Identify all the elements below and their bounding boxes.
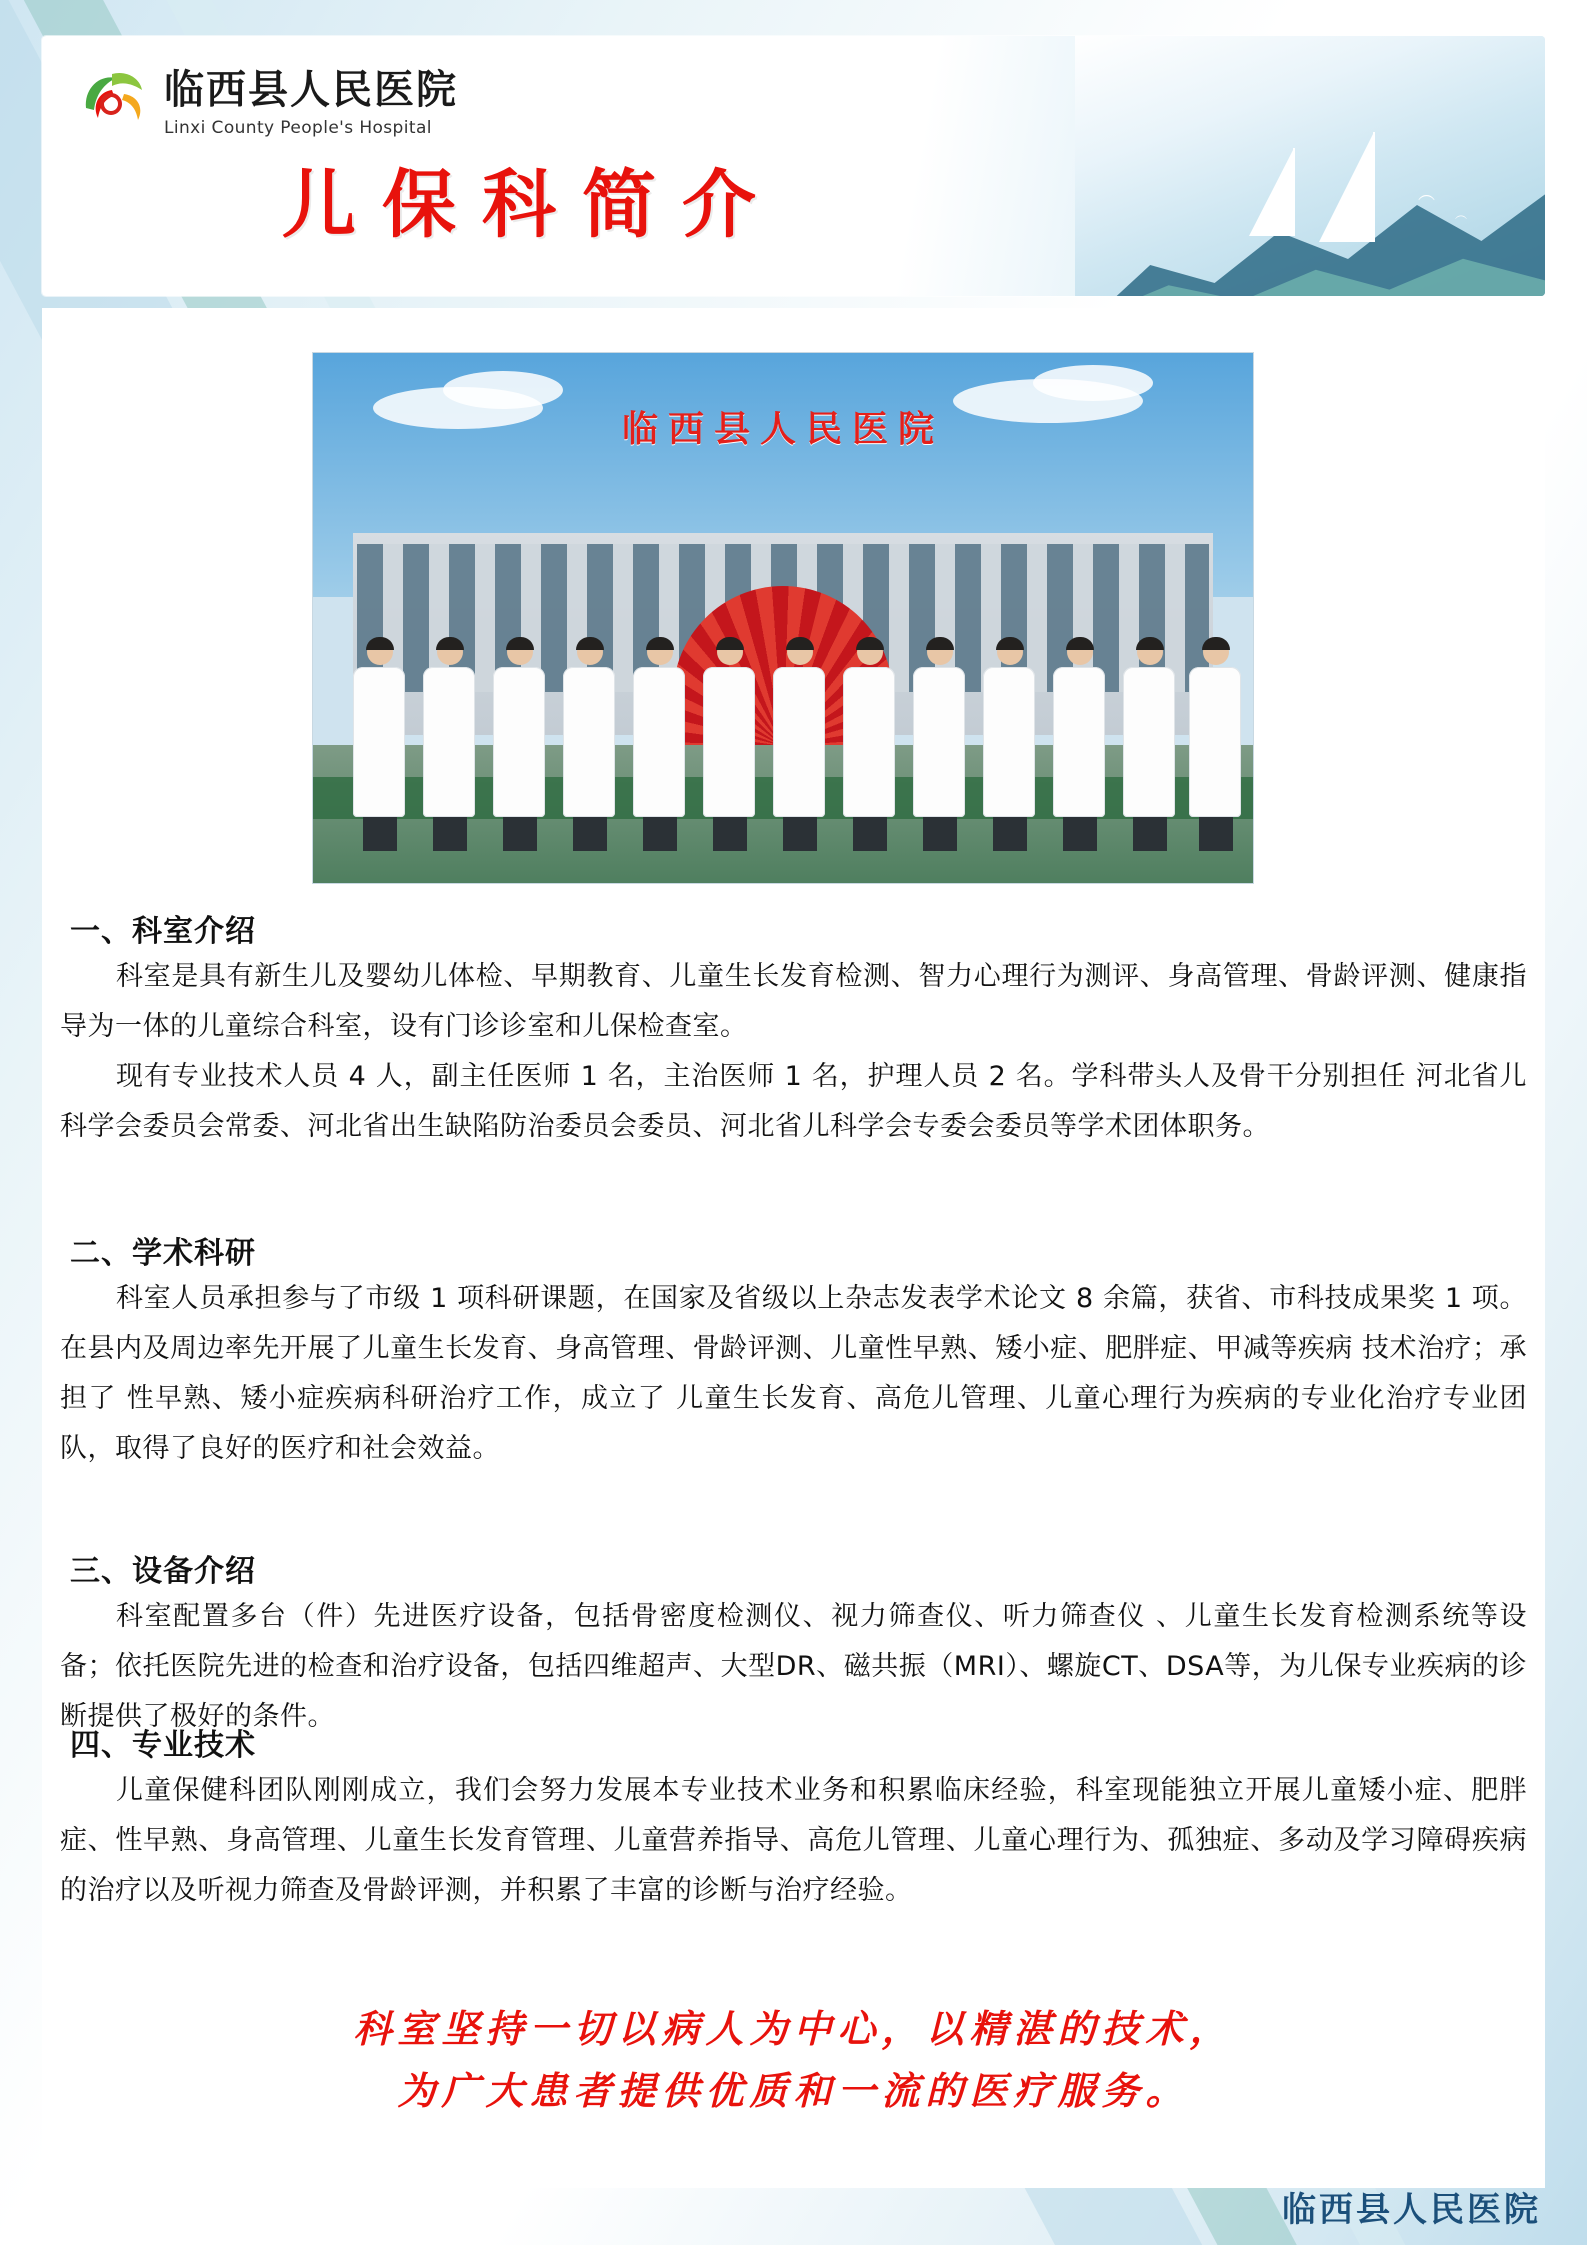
section-heading: 二、学术科研: [70, 1236, 256, 1271]
photo-staff: [1189, 639, 1243, 851]
section-paragraph: 儿童保健科团队刚刚成立，我们会努力发展本专业技术业务和积累临床经验，科室现能独立开展儿童矮小症、肥胖症、性早熟、身高管理、儿童生长发育管理、儿童营养指导、高危儿管理、儿童心理行为、孤独症、多动及学习障碍疾病的治疗以及听视力筛查及骨龄评测，并积累了丰富的诊断与治疗经验。: [60, 1775, 1527, 1906]
footer-brand: 临西县人民医院: [1282, 2190, 1541, 2230]
section-paragraph: 科室是具有新生儿及婴幼儿体检、早期教育、儿童生长发育检测、智力心理行为测评、身高管理、骨龄评测、健康指导为一体的儿童综合科室，设有门诊诊室和儿保检查室。: [60, 961, 1527, 1042]
bird-icon: ︵: [1418, 184, 1435, 204]
photo-staff: [1053, 639, 1107, 851]
photo-staff: [983, 639, 1037, 851]
department-team-photo: [312, 352, 1254, 884]
slogan-block: [42, 1998, 1545, 2122]
section-department-intro: [42, 906, 1545, 1152]
photo-staff: [703, 639, 757, 851]
cloud-decor: [1033, 365, 1153, 401]
section-academic-research: [42, 1228, 1545, 1474]
hospital-logo-icon: [78, 64, 150, 136]
section-heading: 一、科室介绍: [70, 914, 256, 949]
photo-staff: [423, 639, 477, 851]
photo-staff: [353, 639, 407, 851]
photo-staff: [1123, 639, 1177, 851]
section-paragraph: 现有专业技术人员 4 人，副主任医师 1 名，主治医师 1 名，护理人员 2 名。学科带头人及骨干分别担任 河北省儿科学会委员会常委、河北省出生缺陷防治委员会委员、河北省儿科学会专委会委员等学术团体职务。: [60, 1061, 1527, 1142]
photo-staff: [493, 639, 547, 851]
slogan-line-2: 为广大患者提供优质和一流的医疗服务。: [397, 2068, 1190, 2113]
photo-staff: [913, 639, 967, 851]
section-heading: 三、设备介绍: [70, 1554, 256, 1589]
section-paragraph: 科室人员承担参与了市级 1 项科研课题，在国家及省级以上杂志发表学术论文 8 余篇，获省、市科技成果奖 1 项。在县内及周边率先开展了儿童生长发育、身高管理、骨龄评测、儿童性早熟、矮小症、肥胖症、甲减等疾病 技术治疗；承担了 性早熟、矮小症疾病科研治疗工作，成立了 儿童生长发育、高危儿管理、儿童心理行为疾病的专业化治疗专业团队，取得了良好的医疗和社会效益。: [60, 1283, 1527, 1464]
section-paragraph: 科室配置多台（件）先进医疗设备，包括骨密度检测仪、视力筛查仪、听力筛查仪 、儿童生长发育检测系统等设备；依托医院先进的检查和治疗设备，包括四维超声、大型DR、磁共振（MRI）、螺旋CT、DSA等，为儿保专业疾病的诊断提供了极好的条件。: [60, 1601, 1527, 1732]
hospital-name-en: Linxi County People's Hospital: [164, 118, 432, 138]
photo-staff: [563, 639, 617, 851]
page-title: 儿保科简介: [282, 162, 782, 248]
section-heading: 四、专业技术: [70, 1728, 256, 1763]
sailboat-icon: [1373, 132, 1375, 242]
hospital-logo-block: [78, 64, 458, 138]
photo-building-sign: 临西县人民医院: [621, 408, 944, 450]
bird-icon: ︵: [1454, 207, 1467, 221]
slogan-line-1: 科室坚持一切以病人为中心，以精湛的技术，: [353, 2006, 1234, 2051]
photo-staff: [843, 639, 897, 851]
section-professional-technique: [42, 1720, 1545, 1916]
hospital-name-block: [164, 64, 458, 138]
photo-staff: [633, 639, 687, 851]
sailboat-icon: [1293, 148, 1295, 236]
hospital-name-cn: 临西县人民医院: [164, 67, 458, 113]
photo-staff: [773, 639, 827, 851]
poster-body: [42, 308, 1545, 2188]
section-equipment-intro: [42, 1546, 1545, 1742]
poster-header: [42, 36, 1545, 296]
